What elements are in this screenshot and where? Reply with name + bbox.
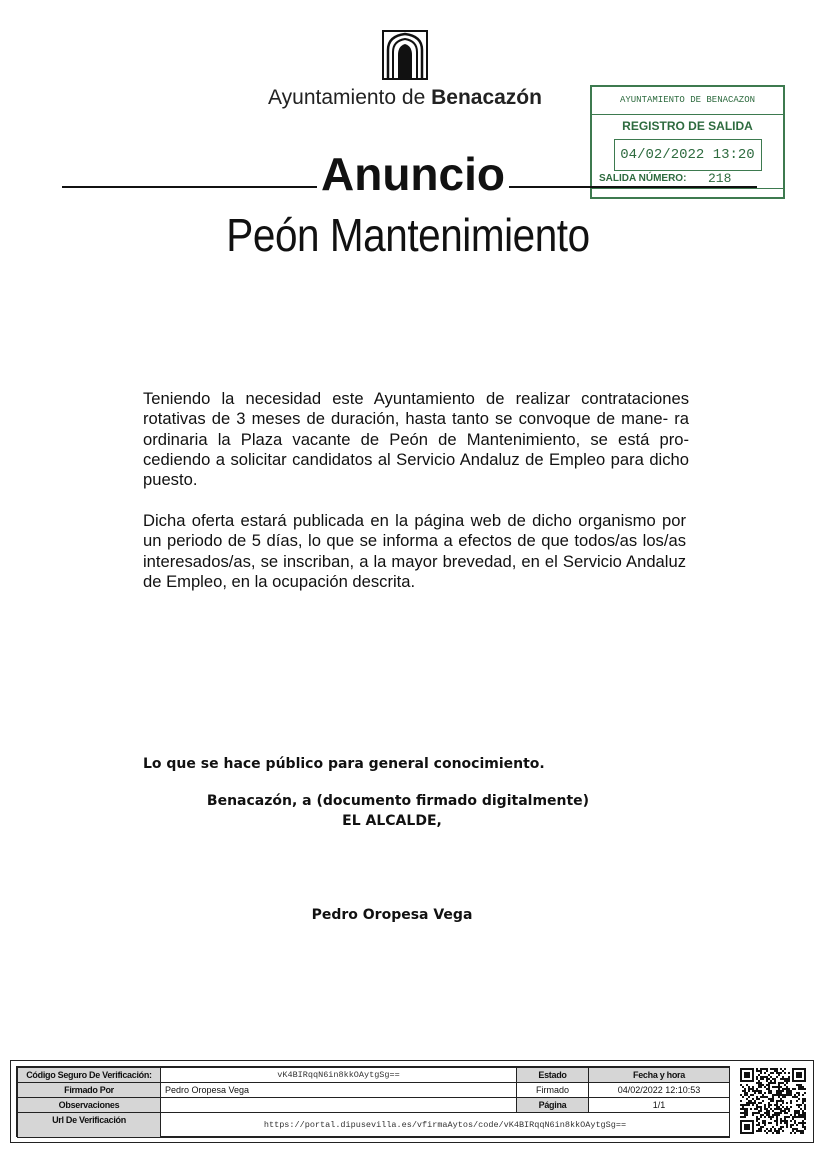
table-row [18,1083,730,1098]
page-value: 1/1 [589,1098,730,1113]
datetime-label: Fecha y hora [589,1068,730,1083]
document-subtitle: Peón Mantenimiento [226,209,590,261]
table-row [18,1068,730,1083]
verification-table [17,1067,730,1138]
status-label: Estado [517,1068,589,1083]
csv-value: vK4BIRqqN6in8kkOAytgSg== [161,1068,517,1083]
body-paragraph-2: Dicha oferta estará publicada en la página web de dicho organismo por un periodo de 5 días, lo que se informa a efectos de que todos/as los/as interesados/as, se inscriban, a la mayor brevedad, en el Servicio Andaluz de Empleo, en la ocupación descrita. [143,511,686,591]
qr-code-icon [740,1068,806,1134]
municipality-name: Ayuntamiento de Benacazón [268,86,542,109]
csv-label: Código Seguro De Verificación: [18,1068,161,1083]
signed-by-value: Pedro Oropesa Vega [161,1083,517,1098]
observations-label: Observaciones [18,1098,161,1113]
status-value: Firmado [517,1083,589,1098]
verification-footer [10,1060,814,1143]
stamp-datetime: 04/02/2022 13:20 [614,139,762,171]
verification-url[interactable]: https://portal.dipusevilla.es/vfirmaAytos/code/vK4BIRqqN6in8kkOAytgSg== [161,1113,730,1138]
public-notice: Lo que se hace público para general conocimiento. [143,756,545,772]
arch-emblem-icon [382,30,428,80]
municipality-logo [250,30,560,109]
signer-name: Pedro Oropesa Vega [311,907,473,923]
signer-role: EL ALCALDE, [342,813,442,829]
stamp-organization: AYUNTAMIENTO DE BENACAZON [592,87,783,115]
document-title: Anuncio [0,147,826,201]
verification-table-frame [16,1066,730,1137]
page-label: Página [517,1098,589,1113]
table-row [18,1113,730,1138]
table-row [18,1098,730,1113]
observations-value [161,1098,517,1113]
datetime-value: 04/02/2022 12:10:53 [589,1083,730,1098]
place-date: Benacazón, a (documento firmado digitalmente) [206,793,590,809]
signed-by-label: Firmado Por [18,1083,161,1098]
stamp-number: 218 [708,171,732,186]
stamp-number-label: SALIDA NÚMERO: [599,173,687,184]
body-paragraph-1: Teniendo la necesidad este Ayuntamiento de realizar contrataciones rotativas de 3 meses de duración, hasta tanto se convoque de mane- ra ordinaria la Plaza vacante de Peón de Mantenimiento, se está pro- cediendo a solicitar candidatos al Servicio Andaluz de Empleo para dicho puesto. [143,389,689,490]
stamp-title: REGISTRO DE SALIDA [622,119,753,133]
url-label: Url De Verificación [18,1113,161,1138]
